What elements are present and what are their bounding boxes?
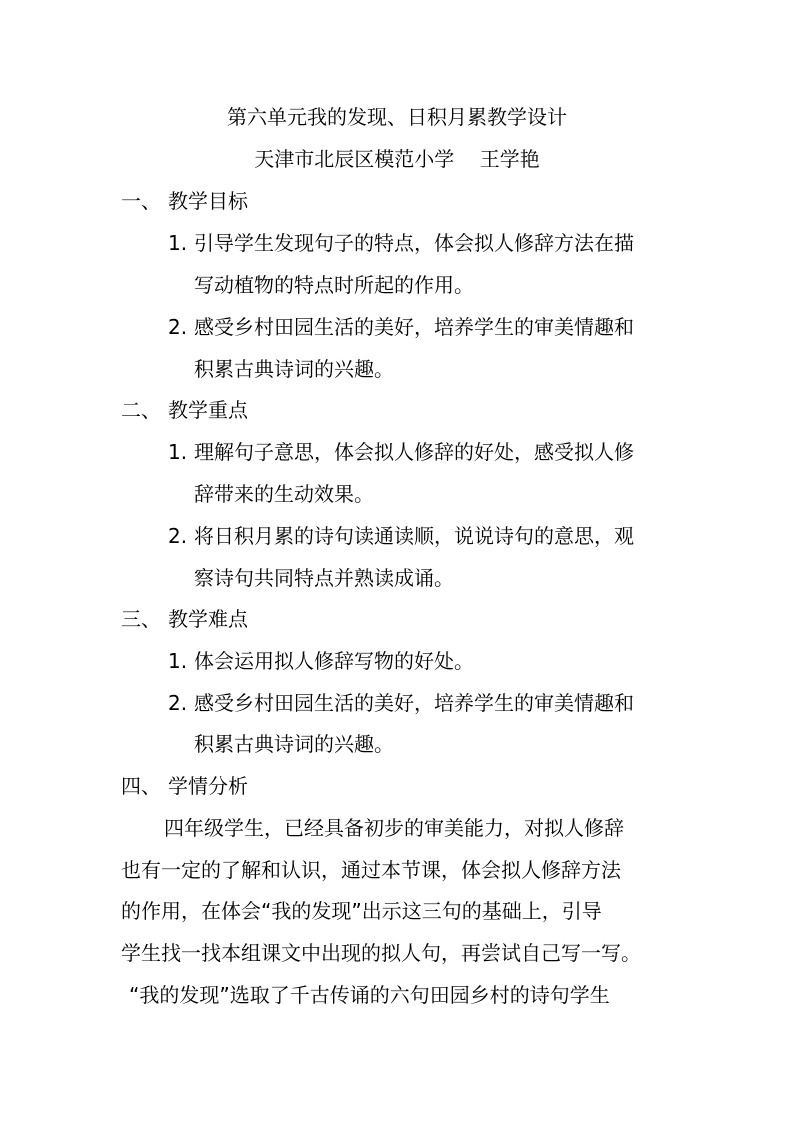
- document-title: 第六单元我的发现、日积月累教学设计: [227, 105, 567, 129]
- analysis-paragraph-line-3: 的作用，在体会“我的发现”出示这三句的基础上，引导: [121, 899, 602, 923]
- section-2-item-1-line-2: 辞带来的生动效果。: [194, 482, 374, 506]
- section-3-item-2-line-1: 感受乡村田园生活的美好，培养学生的审美情趣和: [194, 691, 634, 715]
- author-line: 天津市北辰区模范小学 王学艳: [254, 147, 540, 171]
- section-1-item-2-line-1: 感受乡村田园生活的美好，培养学生的审美情趣和: [194, 315, 634, 339]
- section-1-item-1-line-1: 引导学生发现句子的特点，体会拟人修辞方法在描: [194, 231, 634, 255]
- section-3-item-2-line-2: 积累古典诗词的兴趣。: [194, 732, 394, 756]
- section-2-item-2-number: 2.: [168, 524, 188, 548]
- section-3-heading: 教学难点: [168, 607, 248, 631]
- analysis-paragraph-line-1: 四年级学生，已经具备初步的审美能力，对拟人修辞: [164, 816, 624, 840]
- section-1-item-1-line-2: 写动植物的特点时所起的作用。: [194, 273, 474, 297]
- section-2-item-1-line-1: 理解句子意思，体会拟人修辞的好处，感受拟人修: [194, 440, 634, 464]
- section-3-item-1-line-1: 体会运用拟人修辞写物的好处。: [194, 649, 474, 673]
- section-1-item-1-number: 1.: [168, 231, 188, 255]
- section-2-item-2-line-2: 察诗句共同特点并熟读成诵。: [194, 566, 454, 590]
- section-2-item-2-line-1: 将日积月累的诗句读通读顺，说说诗句的意思，观: [194, 524, 634, 548]
- section-2-number: 二、: [121, 398, 161, 422]
- section-3-item-2-number: 2.: [168, 691, 188, 715]
- section-3-item-1-number: 1.: [168, 649, 188, 673]
- analysis-paragraph-line-5: “我的发现”选取了千古传诵的六句田园乡村的诗句学生: [129, 983, 610, 1007]
- analysis-paragraph-line-2: 也有一定的了解和认识，通过本节课，体会拟人修辞方法: [121, 858, 621, 882]
- section-4-number: 四、: [121, 774, 161, 798]
- section-2-heading: 教学重点: [168, 398, 248, 422]
- analysis-paragraph-line-4: 学生找一找本组课文中出现的拟人句，再尝试自己写一写。: [121, 941, 641, 965]
- section-1-number: 一、: [121, 189, 161, 213]
- section-1-item-2-number: 2.: [168, 315, 188, 339]
- section-4-heading: 学情分析: [168, 774, 248, 798]
- section-1-item-2-line-2: 积累古典诗词的兴趣。: [194, 357, 394, 381]
- section-1-heading: 教学目标: [168, 189, 248, 213]
- section-2-item-1-number: 1.: [168, 440, 188, 464]
- section-3-number: 三、: [121, 607, 161, 631]
